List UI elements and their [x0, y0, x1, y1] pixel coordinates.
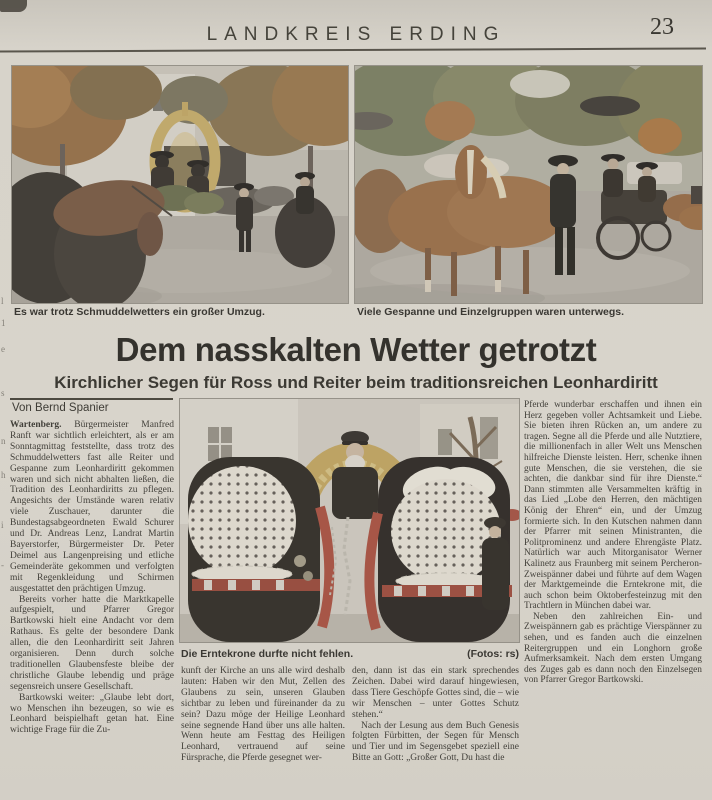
photo-erntekrone-wagon [180, 399, 519, 642]
page-number: 23 [650, 14, 674, 40]
photo-credit: (Fotos: rs) [467, 648, 519, 660]
article-column-1 [10, 420, 174, 795]
article-paragraph: Neben den zahlreichen Ein- und Zweispännern gab es prächtige Vierspänner zu sehen, und es fanden auch die einzelnen Reitergruppen und ein Longhorn große Aufmerksamkeit. Nach dem ersten Umgang des Zuges gab es dann noch den Einzelsegen von Pfarrer Gregor Bartkowski. [524, 611, 702, 686]
page-edge-fragment: l [1, 296, 4, 306]
page-edge-fragment: s [1, 388, 5, 398]
horse-teams-image [355, 66, 702, 303]
article-paragraph: Nach der Lesung aus dem Buch Genesis folgten Fürbitten, der Segen für Mensch und Tier und im Segensgebet speziell eine Bitte an Gott: „Großer Gott, Du hast die [352, 720, 519, 764]
article-subheadline: Kirchlicher Segen für Ross und Reiter beim traditionsreichen Leonhardiritt [54, 373, 658, 392]
page-edge-fragment: - [1, 560, 4, 570]
article-paragraph: Bereits vorher hatte die Marktkapelle aufgespielt, und Pfarrer Gregor Bartkowski hielt eine Andacht vor dem Rathaus. Es gelte der besondere Dank allen, die den Leonhardiritt seit Jahren organisieren. Denn durch solche traditionellen Glaubensfeste bleibe der christliche Glaube lebendig und präge segensreich unsere Gesellschaft. [10, 594, 174, 692]
page-edge-fragment: i [1, 520, 4, 530]
photo-horse-teams [355, 66, 702, 303]
photo-procession-street [12, 66, 348, 303]
paragraph-text: Bürgermeister Manfred Ranft war sichtlich erleichtert, als er am Sonntagmittag feststellte, dass trotz des Schmuddelwetters fast alle Reiter und Gespanne zum Leonhardiritt gekommen waren und sich nicht abhalten ließen, die Tradition des Leonhardiritts zu pflegen. Angesichts der Umstände waren relativ viele Zuschauer, darunter die Bundestagsabgeordneten Ewald Schurer und Dr. Andreas Lenz, Landrat Martin Bayerstorfer, Bürgermeister Dr. Peter Deimel aus Langenpreising und etliche Gemeinderäte gekommen und verfolgten mit Regenkleidung und Schirmen ausgestattet den prächtigen Umzug. [10, 420, 174, 594]
article-column-4 [524, 400, 702, 795]
procession-street-image [12, 66, 348, 303]
page-edge-fragment: 1 [1, 318, 6, 328]
article-column-3 [352, 666, 519, 796]
page-edge-fragment: e [1, 344, 5, 354]
article-paragraph: den, dann ist das ein stark sprechendes Zeichen. Dabei wird darauf hingewiesen, dass Tiere Geschöpfe Gottes sind, die – wie wir Menschen – unter Gottes Schutz stehen.“ [352, 666, 519, 720]
page-edge-fragment: n [1, 436, 6, 446]
header-rule [0, 47, 706, 52]
caption-middle: Die Erntekrone durfte nicht fehlen. [181, 648, 354, 660]
byline-rule [10, 398, 173, 400]
dateline: Wartenberg. [10, 420, 62, 430]
caption-top-left: Es war trotz Schmuddelwetters ein großer Umzug. [14, 306, 265, 318]
page-edge-fragment: h [1, 470, 6, 480]
section-title: LANDKREIS ERDING [206, 24, 506, 45]
caption-top-right: Viele Gespanne und Einzelgruppen waren unterwegs. [357, 306, 625, 318]
scan-artifact-corner [0, 0, 27, 12]
article-paragraph [10, 420, 174, 595]
article-column-2 [181, 666, 345, 796]
article-paragraph: Bartkowski weiter: „Glaube lebt dort, wo Menschen ihn bezeugen, so wie es Leonhard beispielhaft getan hat. Eine wichtige Frage für die Zu- [10, 692, 174, 736]
article-headline: Dem nasskalten Wetter getrotzt [115, 331, 597, 368]
byline: Von Bernd Spanier [12, 402, 109, 414]
article-paragraph: kunft der Kirche an uns alle wird deshalb lauten: Haben wir den Mut, Zellen des Glaubens zu sein, unseren Glauben sichtbar zu leben und füreinander da zu sein? Dazu möge der Heilige Leonhard seine segnende Hand über uns alle halten. Wenn heute am Festtag des Heiligen Leonhard, vertrauend auf seine Fürsprache, die Pferde gesegnet wer- [181, 666, 345, 764]
erntekrone-wagon-image [180, 399, 519, 642]
article-paragraph: Pferde wunderbar erschaffen und ihnen ein Herz gegeben voller Achtsamkeit und Liebe. Sie bieten ihren Rücken an, um andere zu tragen. Segne all die Pferde und alle Nutztiere, die millionenfach in aller Welt uns Menschen hilfreiche Dienste leisten. Herr, schenke ihnen gute Menschen, die sie verstehen, die sie achten, die dankbar sind für ihre Dienste.“ Dann stimmten alle Versammelten kräftig in das Lied „Lobe den Herren, den mächtigen König der Ehren“ ein, und der Umzug formierte sich. In den Kutschen nahmen dann der Pfarrer mit seinen Ministranten, die Politprominenz und andere Ehrengäste Platz. Natürlich war auch Mitorganisator Werner Kalinetz aus Fraunberg mit seinem Percheron-Zweispänner dabei und führte auf dem Wagen der Marktgemeinde die Erntekrone mit, die auch schon beim Oktoberfesteinzug mit den Trachtlern in München dabei war. [524, 400, 702, 612]
